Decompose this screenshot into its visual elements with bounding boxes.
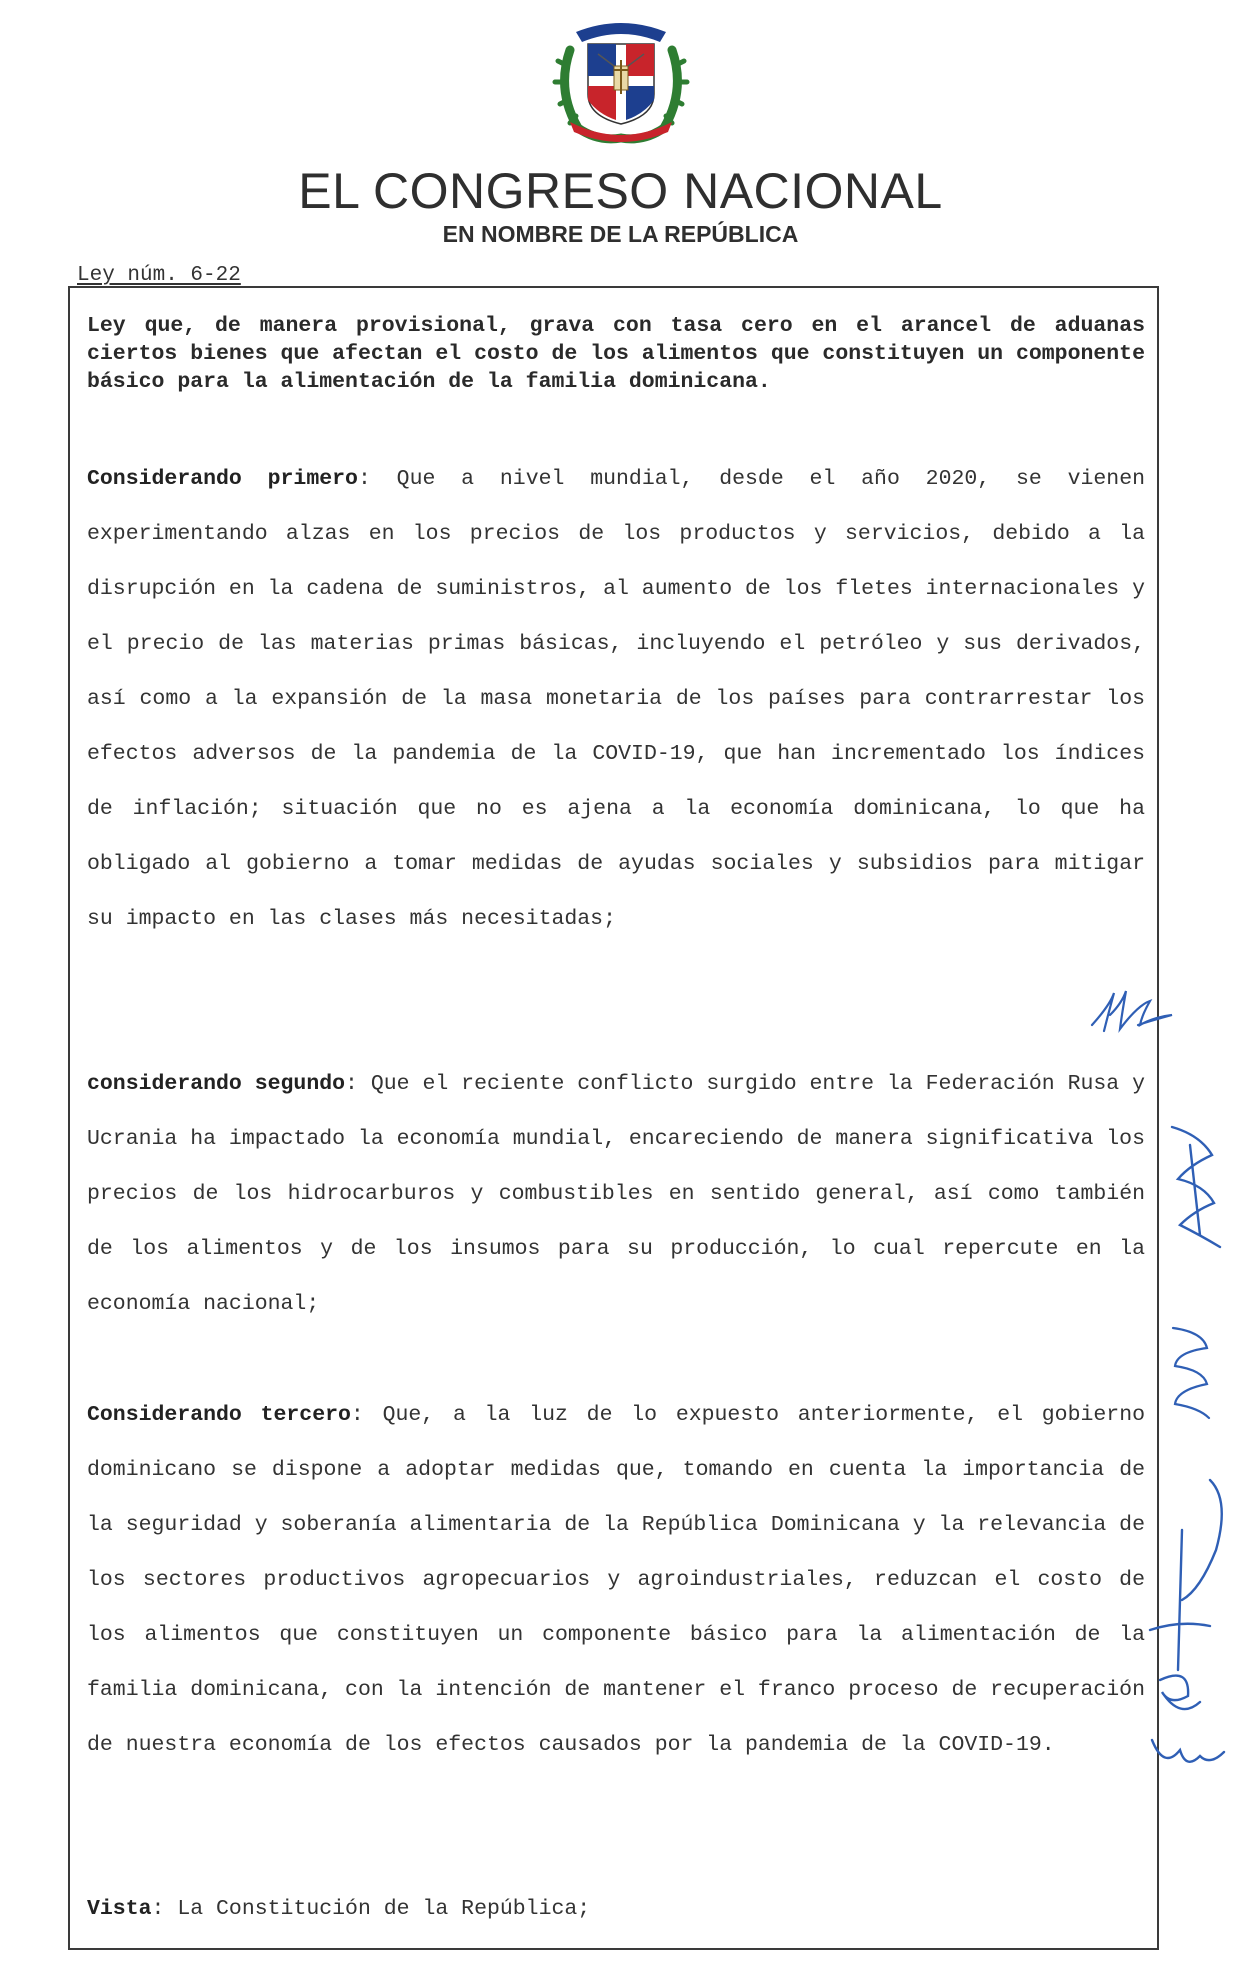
- institution-subtitle: EN NOMBRE DE LA REPÚBLICA: [442, 221, 799, 247]
- paragraph-text: Que el reciente conflicto surgido entre la Federación Rusa y Ucrania ha impactado la economía mundial, encareciendo de manera significativa los precios de los hidrocarburos y combustibles en sentido general, así como también de los alimentos y de los insumos para su producción, lo cual repercute en la economía nacional;: [87, 1072, 1145, 1316]
- considerando-primero: Considerando primero: Que a nivel mundial, desde el año 2020, se vienen experimentando alzas en los precios de los productos y servicios, debido a la disrupción en la cadena de suministros, al aumento de los fletes internacionales y el precio de las materias primas básicas, incluyendo el petróleo y sus derivados, así como a la expansión de la masa monetaria de los países para contrarrestar los efectos adversos de la pandemia de la COVID-19, que han incrementado los índices de inflación; situación que no es ajena a la economía dominicana, lo que ha obligado al gobierno a tomar medidas de ayudas sociales y subsidios para mitigar su impacto en las clases más necesitadas;: [87, 467, 1146, 931]
- coat-of-arms-icon: [548, 10, 694, 145]
- institution-title: EL CONGRESO NACIONAL: [298, 163, 943, 219]
- law-number: Ley núm. 6-22: [77, 264, 241, 287]
- vista: Vista: La Constitución de la República;: [87, 1897, 591, 1921]
- paragraph-text: La Constitución de la República;: [177, 1897, 591, 1921]
- signature-mark: [1163, 1318, 1218, 1428]
- paragraph-label: Vista: [87, 1897, 152, 1921]
- paragraph-text: Que a nivel mundial, desde el año 2020, se vienen experimentando alzas en los precios de los productos y servicios, debido a la disrupción en la cadena de suministros, al aumento de los fletes internacionales y el precio de las materias primas básicas, incluyendo el petróleo y sus derivados, así como a la expansión de la masa monetaria de los países para contrarrestar los efectos adversos de la pandemia de la COVID-19, que han incrementado los índices de inflación; situación que no es ajena a la economía dominicana, lo que ha obligado al gobierno a tomar medidas de ayudas sociales y subsidios para mitigar su impacto en las clases más necesitadas;: [87, 467, 1146, 931]
- signature-mark: [1160, 1115, 1230, 1260]
- law-title: Ley que, de manera provisional, grava con tasa cero en el arancel de aduanas ciertos bienes que afectan el costo de los alimentos que constituyen un componente básico para la alimentación de la familia dominicana.: [87, 314, 1145, 394]
- signature: [1140, 1470, 1235, 1785]
- paragraph-text: Que, a la luz de lo expuesto anteriormente, el gobierno dominicano se dispone a adoptar medidas que, tomando en cuenta la importancia de la seguridad y soberanía alimentaria de la República Dominicana y la relevancia de los sectores productivos agropecuarios y agroindustriales, reduzcan el costo de los alimentos que constituyen un componente básico para la alimentación de la familia dominicana, con la intención de mantener el franco proceso de recuperación de nuestra economía de los efectos causados por la pandemia de la COVID-19.: [87, 1403, 1145, 1757]
- considerando-segundo: considerando segundo: Que el reciente conflicto surgido entre la Federación Rusa y Ucrania ha impactado la economía mundial, encareciendo de manera significativa los precios de los hidrocarburos y combustibles en sentido general, así como también de los alimentos y de los insumos para su producción, lo cual repercute en la economía nacional;: [87, 1072, 1145, 1316]
- signature-initials: [1080, 985, 1190, 1040]
- paragraph-label: considerando segundo: [87, 1072, 346, 1096]
- paragraph-label: Considerando tercero: [87, 1403, 351, 1427]
- paragraph-label: Considerando primero: [87, 467, 358, 491]
- considerando-tercero: Considerando tercero: Que, a la luz de lo expuesto anteriormente, el gobierno dominicano se dispone a adoptar medidas que, tomando en cuenta la importancia de la seguridad y soberanía alimentaria de la República Dominicana y la relevancia de los sectores productivos agropecuarios y agroindustriales, reduzcan el costo de los alimentos que constituyen un componente básico para la alimentación de la familia dominicana, con la intención de mantener el franco proceso de recuperación de nuestra economía de los efectos causados por la pandemia de la COVID-19.: [87, 1403, 1145, 1757]
